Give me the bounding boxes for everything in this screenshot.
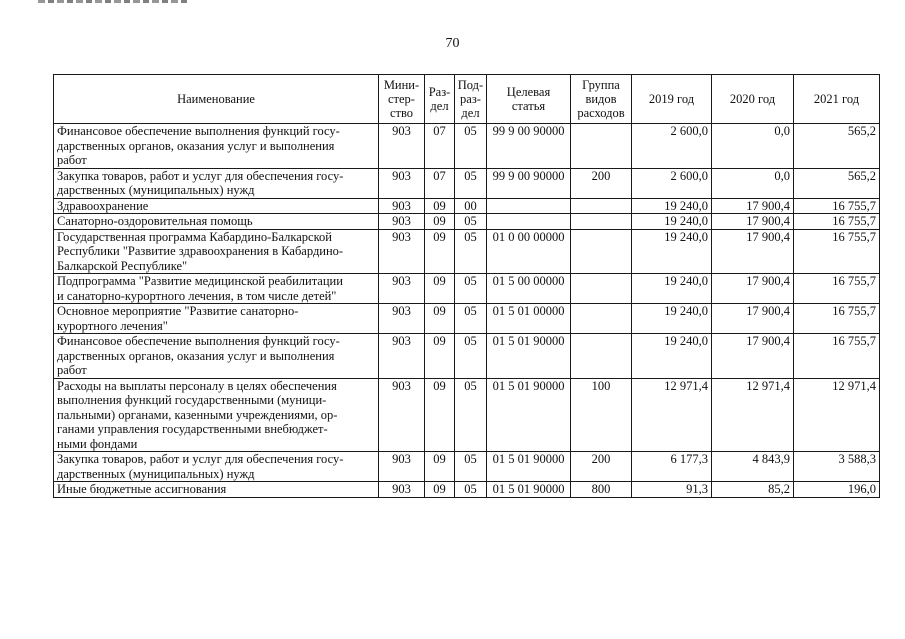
cell-2019: 19 240,0 [632, 229, 712, 274]
cell-2019: 2 600,0 [632, 124, 712, 169]
cell-expense-group: 100 [571, 378, 632, 452]
cell-target-article: 01 5 01 90000 [487, 334, 571, 379]
header-subsection: Под- раз- дел [455, 75, 487, 124]
table-body [54, 124, 880, 498]
header-2021: 2021 год [794, 75, 880, 124]
header-name: Наименование [54, 75, 379, 124]
cell-section: 07 [425, 168, 455, 198]
cell-target-article [487, 214, 571, 230]
cell-ministry: 903 [379, 198, 425, 214]
cell-subsection: 05 [455, 334, 487, 379]
cell-2019: 2 600,0 [632, 168, 712, 198]
cell-target-article: 01 5 00 00000 [487, 274, 571, 304]
cell-2021: 196,0 [794, 482, 880, 498]
cell-subsection: 05 [455, 378, 487, 452]
cell-2020: 0,0 [712, 168, 794, 198]
scan-edge-artifact [38, 0, 188, 3]
cell-ministry: 903 [379, 229, 425, 274]
cell-target-article [487, 198, 571, 214]
cell-ministry: 903 [379, 214, 425, 230]
cell-2019: 19 240,0 [632, 334, 712, 379]
cell-name: Закупка товаров, работ и услуг для обеспечения госу- дарственных (муниципальных) нужд [54, 452, 379, 482]
header-ministry: Мини- стер- ство [379, 75, 425, 124]
cell-2021: 565,2 [794, 124, 880, 169]
cell-2020: 17 900,4 [712, 304, 794, 334]
cell-target-article: 01 0 00 00000 [487, 229, 571, 274]
cell-expense-group [571, 304, 632, 334]
cell-2020: 12 971,4 [712, 378, 794, 452]
cell-section: 09 [425, 274, 455, 304]
cell-2020: 17 900,4 [712, 274, 794, 304]
cell-target-article: 99 9 00 90000 [487, 168, 571, 198]
cell-subsection: 05 [455, 304, 487, 334]
table-row [54, 198, 880, 214]
cell-section: 07 [425, 124, 455, 169]
cell-2021: 16 755,7 [794, 198, 880, 214]
cell-expense-group [571, 198, 632, 214]
cell-ministry: 903 [379, 124, 425, 169]
cell-2021: 3 588,3 [794, 452, 880, 482]
cell-subsection: 05 [455, 229, 487, 274]
cell-subsection: 05 [455, 274, 487, 304]
header-section: Раз- дел [425, 75, 455, 124]
cell-ministry: 903 [379, 482, 425, 498]
cell-subsection: 05 [455, 214, 487, 230]
cell-section: 09 [425, 198, 455, 214]
cell-section: 09 [425, 378, 455, 452]
cell-section: 09 [425, 304, 455, 334]
cell-2021: 16 755,7 [794, 334, 880, 379]
cell-subsection: 05 [455, 452, 487, 482]
cell-ministry: 903 [379, 378, 425, 452]
cell-ministry: 903 [379, 452, 425, 482]
cell-subsection: 05 [455, 482, 487, 498]
header-2019: 2019 год [632, 75, 712, 124]
cell-name: Государственная программа Кабардино-Балкарской Республики "Развитие здравоохранения в Кабардино- Балкарской Республике" [54, 229, 379, 274]
table-row [54, 168, 880, 198]
cell-expense-group: 200 [571, 452, 632, 482]
cell-expense-group [571, 274, 632, 304]
cell-name: Основное мероприятие "Развитие санаторно- курортного лечения" [54, 304, 379, 334]
table-row [54, 452, 880, 482]
cell-expense-group: 800 [571, 482, 632, 498]
header-target-article: Целевая статья [487, 75, 571, 124]
cell-target-article: 01 5 01 00000 [487, 304, 571, 334]
table-row [54, 214, 880, 230]
cell-name: Финансовое обеспечение выполнения функций госу- дарственных органов, оказания услуг и выполнения работ [54, 124, 379, 169]
cell-2021: 12 971,4 [794, 378, 880, 452]
cell-subsection: 05 [455, 168, 487, 198]
cell-ministry: 903 [379, 168, 425, 198]
cell-section: 09 [425, 482, 455, 498]
cell-2020: 17 900,4 [712, 198, 794, 214]
header-2020: 2020 год [712, 75, 794, 124]
cell-section: 09 [425, 229, 455, 274]
cell-2020: 85,2 [712, 482, 794, 498]
cell-expense-group [571, 214, 632, 230]
cell-section: 09 [425, 452, 455, 482]
cell-name: Финансовое обеспечение выполнения функций госу- дарственных органов, оказания услуг и выполнения работ [54, 334, 379, 379]
cell-target-article: 01 5 01 90000 [487, 378, 571, 452]
cell-2019: 19 240,0 [632, 214, 712, 230]
table-row [54, 124, 880, 169]
cell-subsection: 05 [455, 124, 487, 169]
cell-name: Закупка товаров, работ и услуг для обеспечения госу- дарственных (муниципальных) нужд [54, 168, 379, 198]
cell-2019: 19 240,0 [632, 274, 712, 304]
cell-target-article: 01 5 01 90000 [487, 482, 571, 498]
cell-expense-group: 200 [571, 168, 632, 198]
cell-expense-group [571, 229, 632, 274]
cell-2021: 565,2 [794, 168, 880, 198]
table-row [54, 304, 880, 334]
cell-2021: 16 755,7 [794, 214, 880, 230]
cell-2021: 16 755,7 [794, 229, 880, 274]
table-row [54, 229, 880, 274]
table-row [54, 334, 880, 379]
table-header-row [54, 75, 880, 124]
cell-2019: 12 971,4 [632, 378, 712, 452]
budget-table [53, 74, 880, 498]
table-row [54, 274, 880, 304]
cell-name: Иные бюджетные ассигнования [54, 482, 379, 498]
cell-name: Санаторно-оздоровительная помощь [54, 214, 379, 230]
cell-name: Подпрограмма "Развитие медицинской реабилитации и санаторно-курортного лечения, в том числе детей" [54, 274, 379, 304]
cell-name: Расходы на выплаты персоналу в целях обеспечения выполнения функций государственными (муници- пальными) органами, казенными учреждениями, ор- ганами управления государственными внебюджет- ными фондами [54, 378, 379, 452]
cell-2020: 17 900,4 [712, 214, 794, 230]
cell-2020: 17 900,4 [712, 334, 794, 379]
cell-name: Здравоохранение [54, 198, 379, 214]
cell-2019: 19 240,0 [632, 304, 712, 334]
cell-section: 09 [425, 334, 455, 379]
cell-target-article: 01 5 01 90000 [487, 452, 571, 482]
page-number: 70 [445, 36, 460, 51]
cell-target-article: 99 9 00 90000 [487, 124, 571, 169]
cell-2019: 19 240,0 [632, 198, 712, 214]
table-row [54, 482, 880, 498]
cell-ministry: 903 [379, 334, 425, 379]
cell-expense-group [571, 334, 632, 379]
cell-expense-group [571, 124, 632, 169]
cell-2020: 4 843,9 [712, 452, 794, 482]
table-row [54, 378, 880, 452]
cell-section: 09 [425, 214, 455, 230]
cell-2020: 0,0 [712, 124, 794, 169]
header-expense-group: Группа видов расходов [571, 75, 632, 124]
cell-ministry: 903 [379, 274, 425, 304]
cell-2019: 91,3 [632, 482, 712, 498]
cell-2019: 6 177,3 [632, 452, 712, 482]
cell-subsection: 00 [455, 198, 487, 214]
cell-2021: 16 755,7 [794, 274, 880, 304]
cell-2021: 16 755,7 [794, 304, 880, 334]
cell-ministry: 903 [379, 304, 425, 334]
cell-2020: 17 900,4 [712, 229, 794, 274]
